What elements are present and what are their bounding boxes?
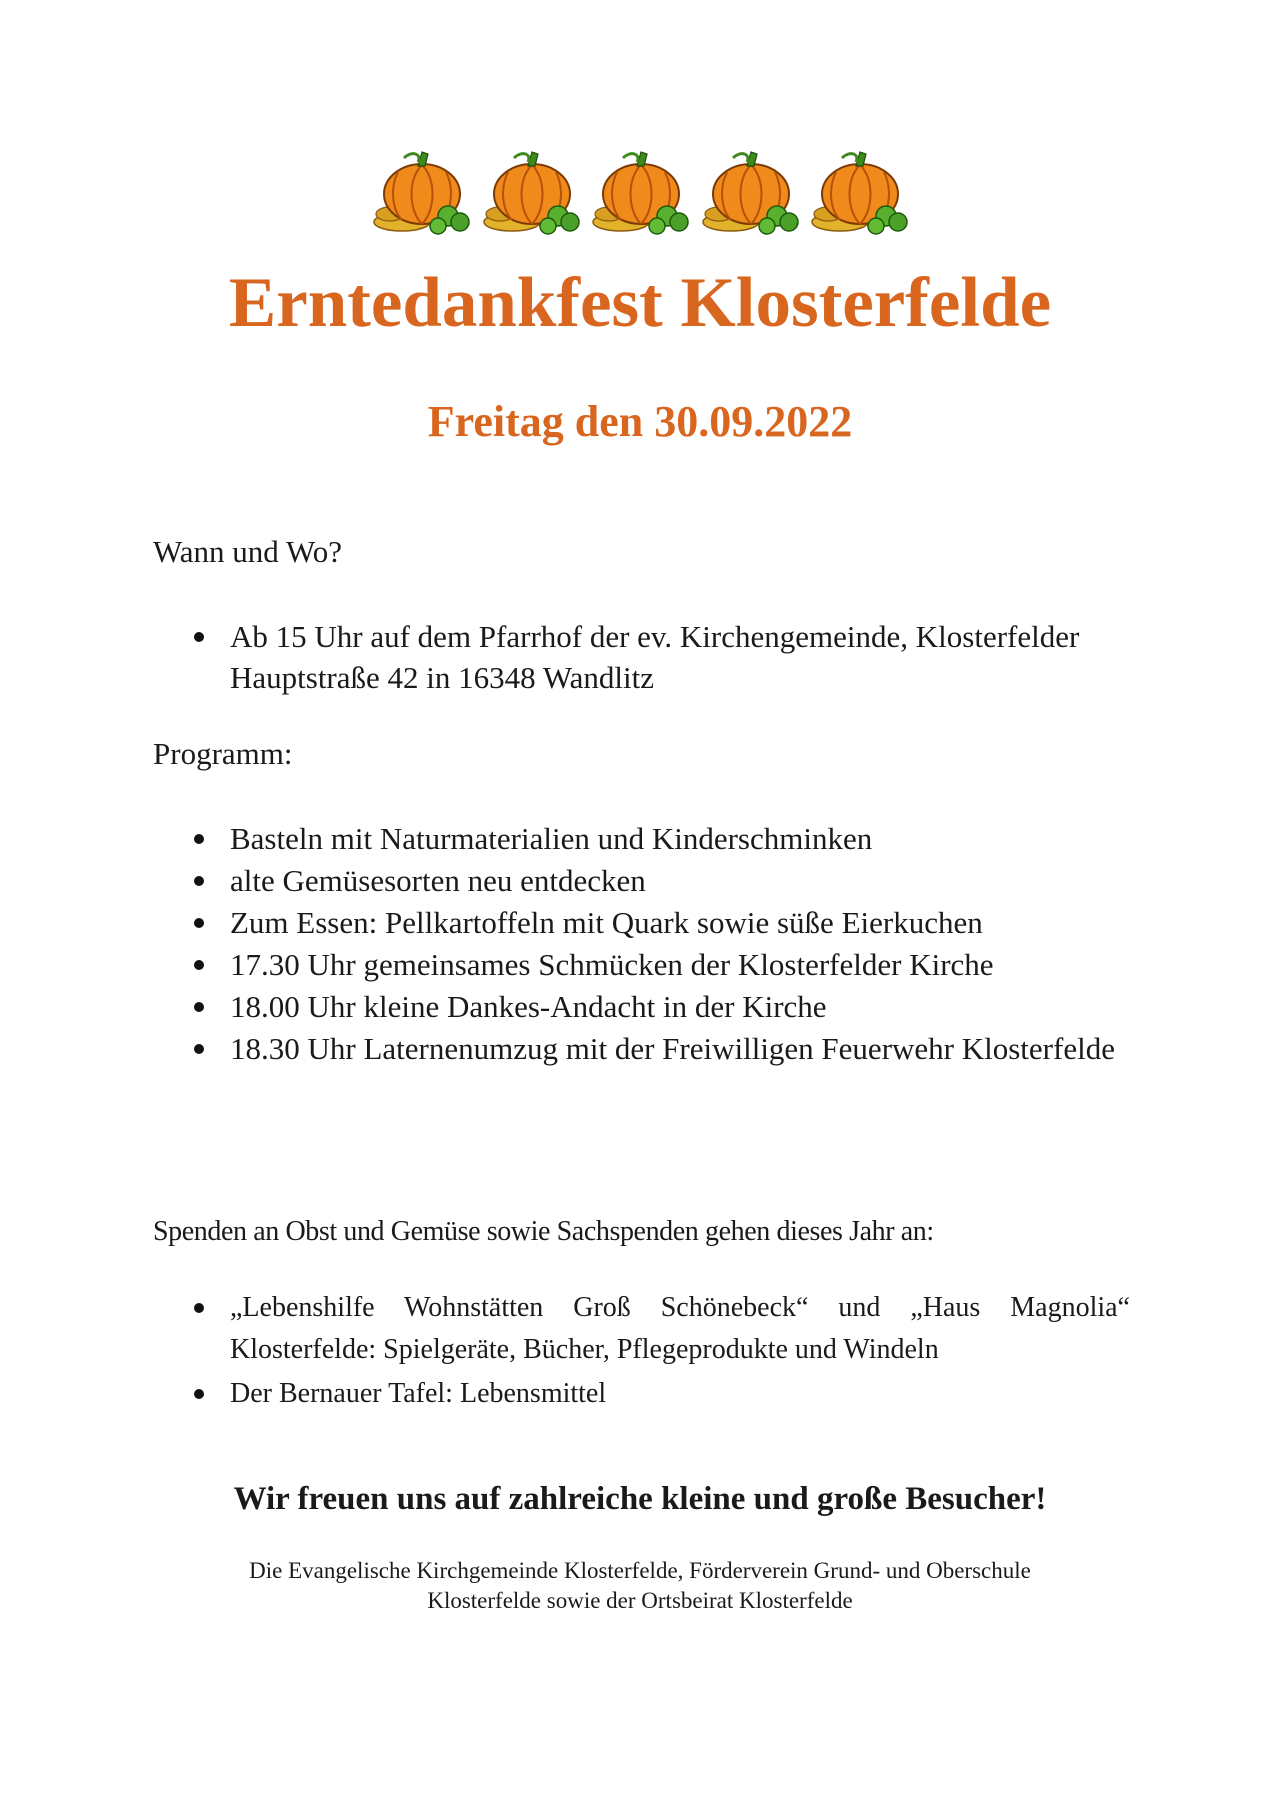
list-item: „Lebenshilfe Wohnstätten Groß Schönebeck“ und „Haus Magnolia“ Klosterfelde: Spielgeräte, Bücher, Pflegeprodukte und Windeln xyxy=(190,1287,1130,1371)
page-title: Erntedankfest Klosterfelde xyxy=(228,264,1052,342)
list-item: Basteln mit Naturmaterialien und Kinderschminken xyxy=(190,818,1120,860)
closing-message: Wir freuen uns auf zahlreiche kleine und große Besucher! xyxy=(233,1481,1047,1517)
list-item: Der Bernauer Tafel: Lebensmittel xyxy=(190,1373,1130,1415)
pumpkin-icon xyxy=(368,148,476,236)
list-item: 17.30 Uhr gemeinsames Schmücken der Klosterfelder Kirche xyxy=(190,944,1120,986)
pumpkin-row xyxy=(368,148,914,236)
event-date: Freitag den 30.09.2022 xyxy=(427,397,853,446)
section-heading-wann: Wann und Wo? xyxy=(153,534,343,569)
list-item: 18.30 Uhr Laternenumzug mit der Freiwilligen Feuerwehr Klosterfelde xyxy=(190,1028,1120,1070)
pumpkin-icon xyxy=(587,148,695,236)
footer-organizers xyxy=(190,1556,1090,1616)
section-heading-spenden: Spenden an Obst und Gemüse sowie Sachspenden gehen dieses Jahr an: xyxy=(153,1216,934,1247)
pumpkin-icon xyxy=(806,148,914,236)
programm-list xyxy=(190,818,1120,1070)
footer-line: Klosterfelde sowie der Ortsbeirat Klosterfelde xyxy=(427,1588,853,1613)
list-item: Ab 15 Uhr auf dem Pfarrhof der ev. Kirchengemeinde, Klosterfelder Hauptstraße 42 in 16348 Wandlitz xyxy=(190,616,1090,698)
list-item: alte Gemüsesorten neu entdecken xyxy=(190,860,1120,902)
pumpkin-icon xyxy=(697,148,805,236)
list-item: Zum Essen: Pellkartoffeln mit Quark sowie süße Eierkuchen xyxy=(190,902,1120,944)
list-item: 18.00 Uhr kleine Dankes-Andacht in der Kirche xyxy=(190,986,1120,1028)
wann-list xyxy=(190,616,1090,698)
footer-line: Die Evangelische Kirchgemeinde Klosterfelde, Förderverein Grund- und Oberschule xyxy=(249,1558,1031,1583)
spenden-list xyxy=(190,1287,1130,1415)
section-heading-programm: Programm: xyxy=(153,736,293,771)
pumpkin-icon xyxy=(478,148,586,236)
